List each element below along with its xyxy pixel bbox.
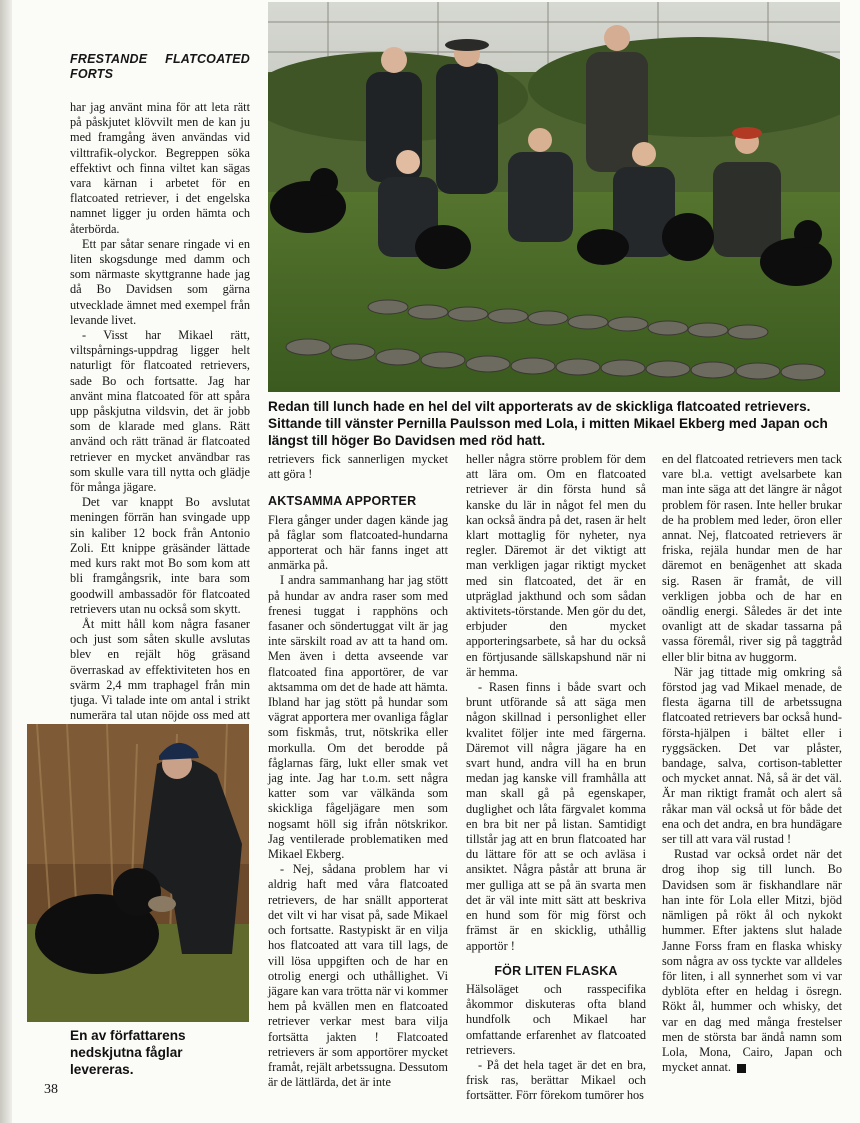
main-photo-caption: Redan till lunch hade en hel del vilt apporterats av de skickliga flatcoated retrievers. Sittande till vänster Pernilla Paulsson med Lola, i mitten Mikael Ekberg med Japan och längst till höger Bo Davidsen med röd hatt. [268,399,828,448]
page-number: 38 [44,1082,58,1097]
paragraph: - Nej, sådana problem har vi aldrig haft med våra flatcoated retrievers, de har snällt apporterat det vilt vi har visat på, sade Mikael och fortsatte. Rastypiskt är en vilja hos flatcoated att vara till lags, de vill lösa uppgiften och de har en otrolig energi och uthållighet. Vi jägare kan vara trötta när vi kommer hem på kvällen men en flatcoated retriever verkar mest bara vilja fortsätta jakten ! Flatcoated retrievers är som apportörer mycket framåt, rejält arbetssugna. Dessutom är de lättlärda, det är inte [268,862,448,1090]
paragraph: en del flatcoated retrievers men tack vare bl.a. vettigt avelsarbete kan man inte säga att det längre är något problem för rasen. Inte heller brukar de ha problem med leder, öron eller annat. Nej, flatcoated retrievers är friska, rejäla hundar men de har däremot en benägenhet att skada sig. Rasen är framåt, de vill verkligen jobba och de har en oändlig energi. Således är det inte ovanligt att de skadar tassarna på vassa föremål, river sig på taggtråd eller blir bitna av huggorm. [662,452,842,664]
column-1 [70,52,250,739]
retrieving-dog-photo [27,724,249,1022]
group-hunting-photo [268,2,840,392]
paragraph: har jag använt mina för att leta rätt på påskjutet klövvilt men de kan ju med framgång även användas vid vilttrafik-olyckor. Begreppen söka effektivt och finna viltet kan sägas vara kärnan i arbetet för en flatcoated retriever, i det engelska namnet ligger ju orden hämta och återbörda. [70,100,250,236]
column-3 [466,452,646,1104]
paragraph: retrievers fick sannerligen mycket att göra ! [268,452,448,482]
paragraph-text: Rustad var också ordet när det drog ihop sig till lunch. Bo Davidsen som är fiskhandlare när han inte för Lola eller Mitzi, bjöd nämligen på rökt ål och nykokt hummer. Efter jaktens slut halade Janne Forss fram en flaska whisky som några av oss tyckte var alldeles för liten, i all synnerhet som vi var dyblöta efter en heldag i ösregn. Rökt ål, hummer och whisky, det var en dag med många frestelser men de största bar ändå namn som Lola, Mona, Cairo, Japan och mycket annat. [662,847,842,1075]
column-2 [268,452,448,1090]
paragraph: När jag tittade mig omkring så förstod jag vad Mikael menade, de flesta ägarna till de arbetssugna flatcoated retrievers bar också hund-första-hjälpen i bältet eller i ryggsäcken. Det var plåster, bandage, salva, cortison-tabletter och mycket annat. Nå, så är det väl. Är man riktigt framåt och alert så råkar man väl också ut för både det ena och det andra, en bra hundägare ser till att vara väl rustad ! [662,664,842,847]
section-heading: AKTSAMMA APPORTER [268,494,417,509]
paragraph: Flera gånger under dagen kände jag på fåglar som flatcoated-hundarna apporterat och här fanns inget att anmärka på. [268,512,448,573]
paragraph: heller några större problem för dem att lära om. Om en flatcoated retriever är din första hund så kanske du lär in något fel men du kan också ändra på det, rasen är helt klart mottaglig för nyheter, nya regler. Däremot är det viktigt att man verkligen jagar riktigt mycket med sin flatcoated, det är en utpräglad jakthund och som sådan aktivitets-törstande. Men gör du det, erbjuder den mycket apporteringsarbete, så har du också en förtjusande sällskapshund när ni är hemma. [466,452,646,679]
paragraph: Det var knappt Bo avslutat meningen förrän han svingade upp sin kaliber 12 bock från Antonio Zoli. Ett knippe gräsänder lättade med kurs rakt mot Bo som kom att bli framgångsrik, inte bara som goodwill ambassadör för flatcoated retrievers utan nu också som skytt. [70,495,250,616]
group-photo-illustration [268,2,840,392]
paragraph: - Rasen finns i både svart och brunt utförande så att säga men någon skillnad i personlighet eller kvalitet följer inte med färgerna. Däremot vill några jägare ha en svart hund, andra vill ha en brun medan jag kanske vill framhålla att man skall gå på egenskaper, duglighet och låta färgvalet komma en bra bit ner på listan. Samtidigt tillstår jag att en brun flatcoated har du lättare för att se och avläsa i ansiktet. Några påstår att bruna är mer gulliga att se på än svarta men det är väl inte mitt sätt att beskriva en hund som för mig först och främst är en skicklig, uthållig apportör ! [466,680,646,953]
paragraph: Hälsoläget och rasspecifika åkommor diskuteras ofta bland hundfolk och Mikael har omfattande erfarenhet av flatcoated retrievers. [466,981,646,1057]
paragraph: - På det hela taget är det en bra, frisk ras, berättar Mikael och fortsätter. Förr förekom tumörer hos [466,1057,646,1103]
end-mark [737,1064,746,1073]
column-4 [662,452,842,1075]
small-photo-caption: En av författarens nedskjutna fåglar levereras. [70,1028,186,1077]
paragraph: - Visst har Mikael rätt, viltspårnings-uppdrag ligger helt naturligt för flatcoated retrievers, sade Bo och fortsatte. Jag har använt mina flatcoated för att spåra upp påskjutna vildsvin, det är jobb som de klarade med glans. Rätt använd och rätt tränad är flatcoated retriever en mycket användbar ras som skulle vara till nytta och glädje för många jägare. [70,328,250,495]
paragraph: I andra sammanhang har jag stött på hundar av andra raser som med frenesi tuggat i rapphöns och fasaner och söndertuggat vilt är jag inte särskilt road av att ta hand om. Men även i detta avseende var flatcoated fina apportörer, de var aktsamma om det de hade att hämta. Ibland har jag stött på hundar som vägrat apportera mer ovanliga fåglar som fiskmås, trut, nötskrika eller morkulla. Om det berodde på fåglarnas färg, lukt eller smak vet jag inte. Jag har t.o.m. sett några katter som var välkända som skickliga fågeljägare men som nogsamt höll sig ifrån nötskrikor. Jag ventilerade problematiken med Mikael Ekberg. [268,573,448,862]
retrieving-dog-illustration [27,724,249,1022]
paragraph: Ett par såtar senare ringade vi en liten skogsdunge med damm och som närmaste skyttgranne hade jag då Bo Davidsen som gärna utvecklade ämnet med exempel från levande livet. [70,236,250,327]
section-kicker: FRESTANDE FLATCOATED FORTS [70,52,250,81]
section-heading: FÖR LITEN FLASKA [494,963,618,978]
page-binding-shadow [0,0,12,1123]
paragraph [662,847,842,1075]
paragraph: Åt mitt håll kom några fasaner och just som såten skulle avslutas blev en rejält hög gräsand överraskad av effektiviteten hos en svärm 2,4 mm traphagel från min tjuga. Vi talade inte om antal i strikt numerära tal utan nöjde oss med att [70,616,250,723]
